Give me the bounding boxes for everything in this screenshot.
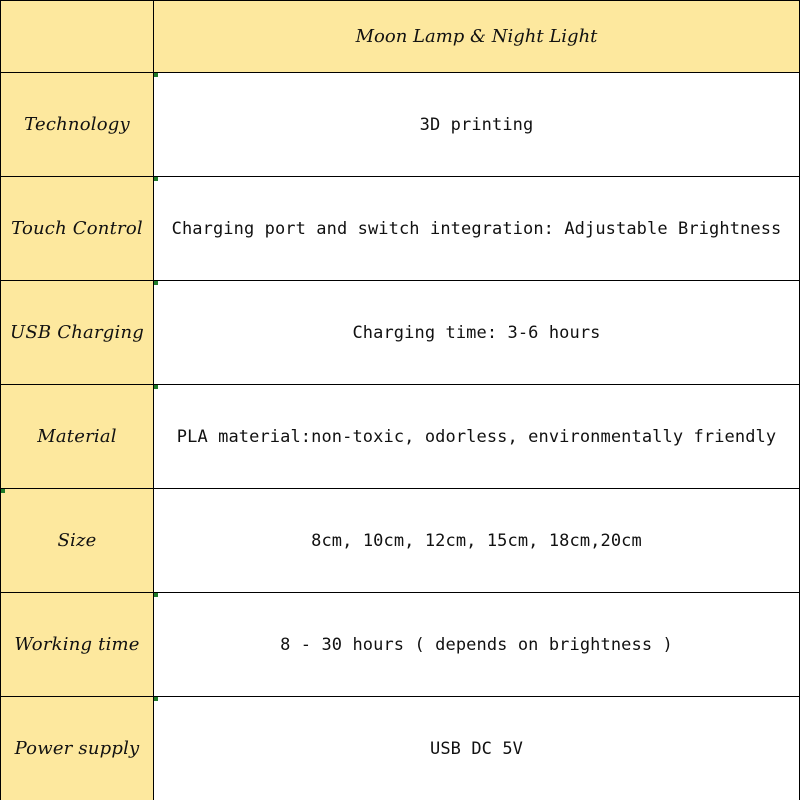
- row-label-usb-charging: USB Charging: [1, 281, 154, 384]
- table-title: Moon Lamp & Night Light: [154, 1, 800, 72]
- header-label-cell: [1, 1, 154, 72]
- row-label-technology: Technology: [1, 73, 154, 176]
- table-row: [1, 385, 800, 489]
- table-row: [1, 281, 800, 385]
- row-label-material: Material: [1, 385, 154, 488]
- cell-corner-mark: [154, 73, 158, 77]
- cell-corner-mark: [1, 489, 5, 493]
- cell-corner-mark: [154, 593, 158, 597]
- row-label-size: Size: [1, 489, 154, 592]
- row-label-power-supply: Power supply: [1, 697, 154, 800]
- table-row: [1, 697, 800, 800]
- row-value-material: PLA material:non-toxic, odorless, environmentally friendly: [154, 385, 800, 488]
- row-value-size: 8cm, 10cm, 12cm, 15cm, 18cm,20cm: [154, 489, 800, 592]
- row-value-power-supply: USB DC 5V: [154, 697, 800, 800]
- row-value-usb-charging: Charging time: 3-6 hours: [154, 281, 800, 384]
- row-value-technology: 3D printing: [154, 73, 800, 176]
- table-header-row: [1, 1, 800, 73]
- cell-corner-mark: [154, 385, 158, 389]
- row-value-working-time: 8 - 30 hours ( depends on brightness ): [154, 593, 800, 696]
- row-label-touch-control: Touch Control: [1, 177, 154, 280]
- table-row: [1, 73, 800, 177]
- cell-corner-mark: [154, 177, 158, 181]
- table-row: [1, 489, 800, 593]
- row-label-working-time: Working time: [1, 593, 154, 696]
- cell-corner-mark: [154, 281, 158, 285]
- table-row: [1, 593, 800, 697]
- cell-corner-mark: [154, 697, 158, 701]
- table-row: [1, 177, 800, 281]
- row-value-touch-control: Charging port and switch integration: Adjustable Brightness: [154, 177, 800, 280]
